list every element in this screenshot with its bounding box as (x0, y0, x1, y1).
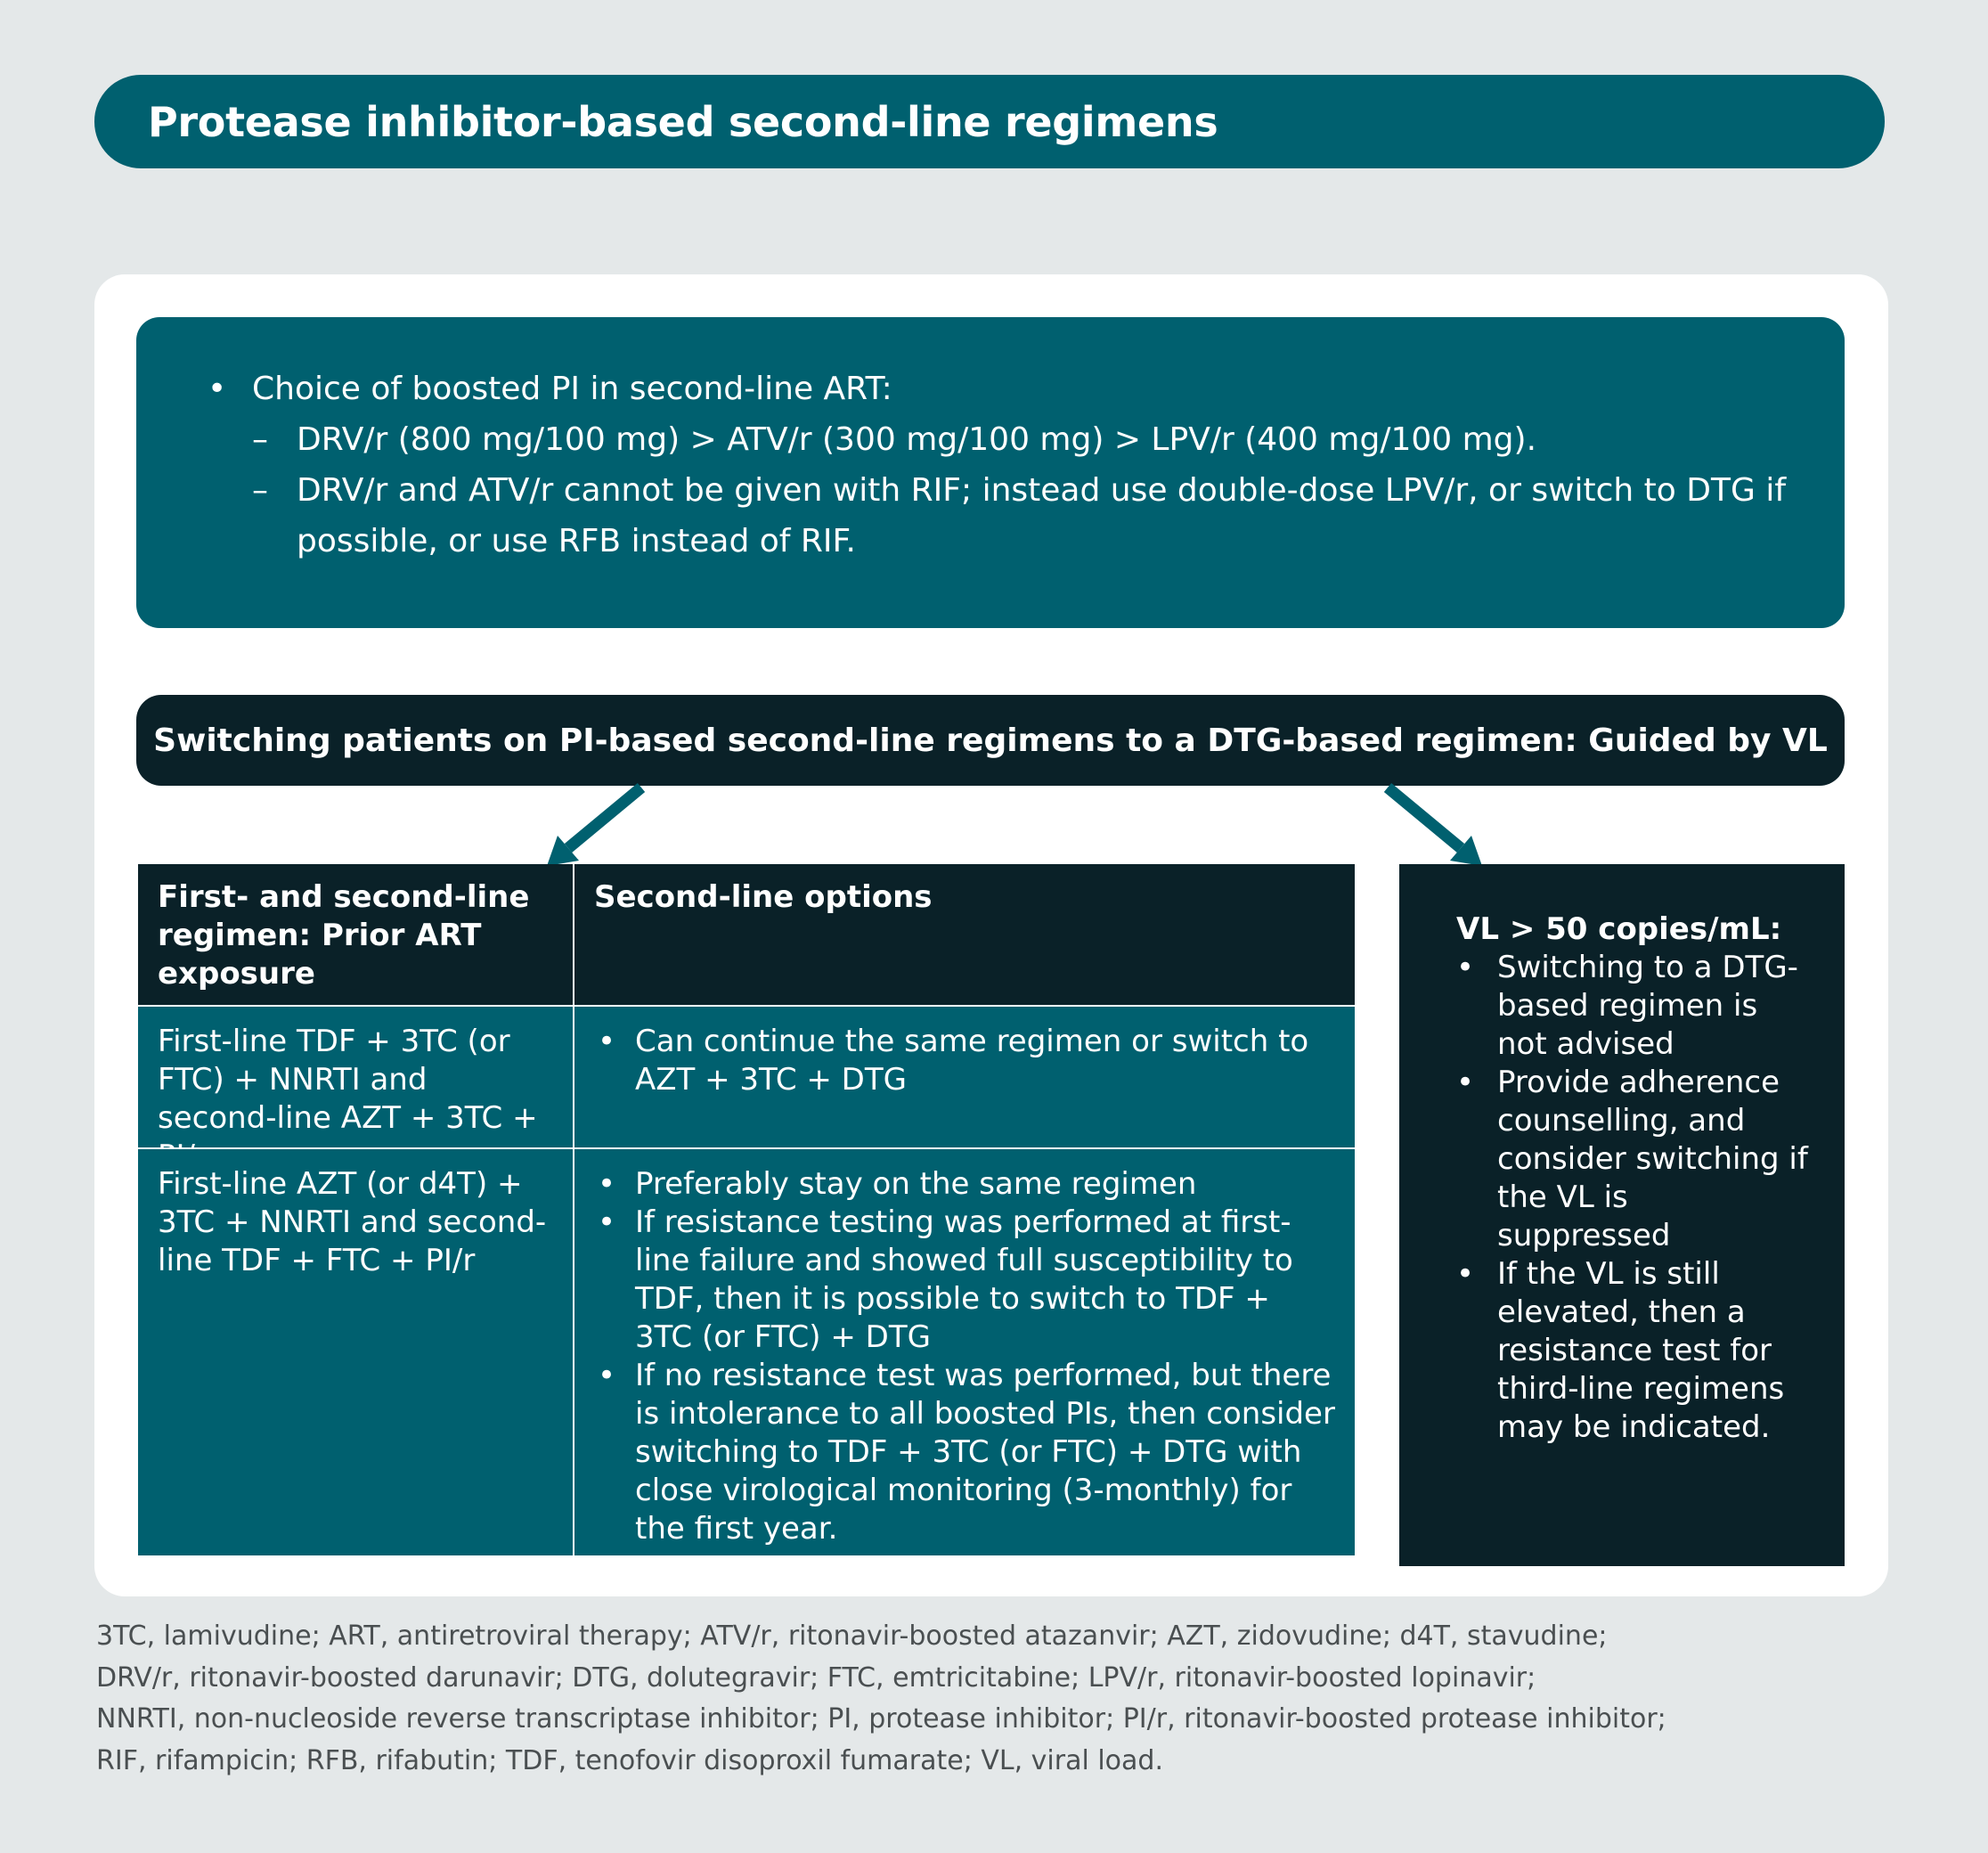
table-row-2-options (574, 1147, 1355, 1555)
footnote-line: RIF, rifampicin; RFB, rifabutin; TDF, tenofovir disoproxil fumarate; VL, viral load. (96, 1744, 1163, 1776)
table-row-1-regimen: First-line TDF + 3TC (or FTC) + NNRTI and second-line AZT + 3TC + (138, 1005, 574, 1147)
vl-above-50-box (1399, 864, 1845, 1566)
vl-item: • Switching to a DTG-based regimen is not advised (1456, 949, 1809, 1064)
footnote-line: NNRTI, non-nucleoside reverse transcriptase inhibitor; PI, protease inhibitor; PI/r, ritonavir-boosted protease inhibitor; (96, 1703, 1666, 1735)
second-line-options-table (138, 864, 1355, 1555)
footnote-line: 3TC, lamivudine; ART, antiretroviral therapy; ATV/r, ritonavir-boosted atazanvir; AZT, zidovudine; d4T, stavudine; (96, 1620, 1608, 1652)
vl-item: • Provide adherence counselling, and consider switching if the VL is suppressed (1456, 1064, 1809, 1255)
pi-choice-subitem: – DRV/r (800 mg/100 mg) > ATV/r (300 mg/100 mg) > LPV/r (400 mg/100 mg). (208, 414, 1800, 465)
table-row-2-regimen: First-line AZT (or d4T) + 3TC + NNRTI and second-line TDF + FTC + PI/r (138, 1147, 574, 1555)
page-title: Protease inhibitor-based second-line regimens (148, 97, 1218, 146)
table-row-1-options (574, 1005, 1355, 1147)
vl-item: • If the VL is still elevated, then a resistance test for third-line regimens may be indicated. (1456, 1255, 1809, 1447)
table-header-regimen: First- and second-line regimen: Prior ART exposure (138, 864, 574, 1005)
option-item: • Preferably stay on the same regimen (594, 1165, 1335, 1204)
pi-choice-bullet: • Choice of boosted PI in second-line ART: (208, 363, 1800, 414)
footnote-line: DRV/r, ritonavir-boosted darunavir; DTG, dolutegravir; FTC, emtricitabine; LPV/r, ritonavir-boosted lopinavir; (96, 1661, 1536, 1694)
option-item: • If no resistance test was performed, but there is intolerance to all boosted PIs, then consider switching to TDF + 3TC (or FTC) + DTG with close virological monitoring (3-monthly) for the first year. (594, 1357, 1335, 1548)
vl-heading: VL > 50 copies/mL: (1456, 911, 1782, 947)
left-arrow-icon (547, 788, 641, 866)
pi-choice-subitem: – DRV/r and ATV/r cannot be given with RIF; instead use double-dose LPV/r, or switch to DTG if possible, or use RFB instead of RIF. (208, 465, 1800, 567)
switch-header-text: Switching patients on PI-based second-line regimens to a DTG-based regimen: Guided by VL (153, 722, 1828, 759)
option-item: • Can continue the same regimen or switch to AZT + 3TC + DTG (594, 1023, 1335, 1099)
table-header-options: Second-line options (574, 864, 1355, 1005)
abbreviations-footnote (96, 1616, 1931, 1782)
option-item: • If resistance testing was performed at first-line failure and showed full susceptibility to TDF, then it is possible to switch to TDF + 3TC (or FTC) + DTG (594, 1204, 1335, 1357)
right-arrow-icon (1388, 788, 1482, 866)
